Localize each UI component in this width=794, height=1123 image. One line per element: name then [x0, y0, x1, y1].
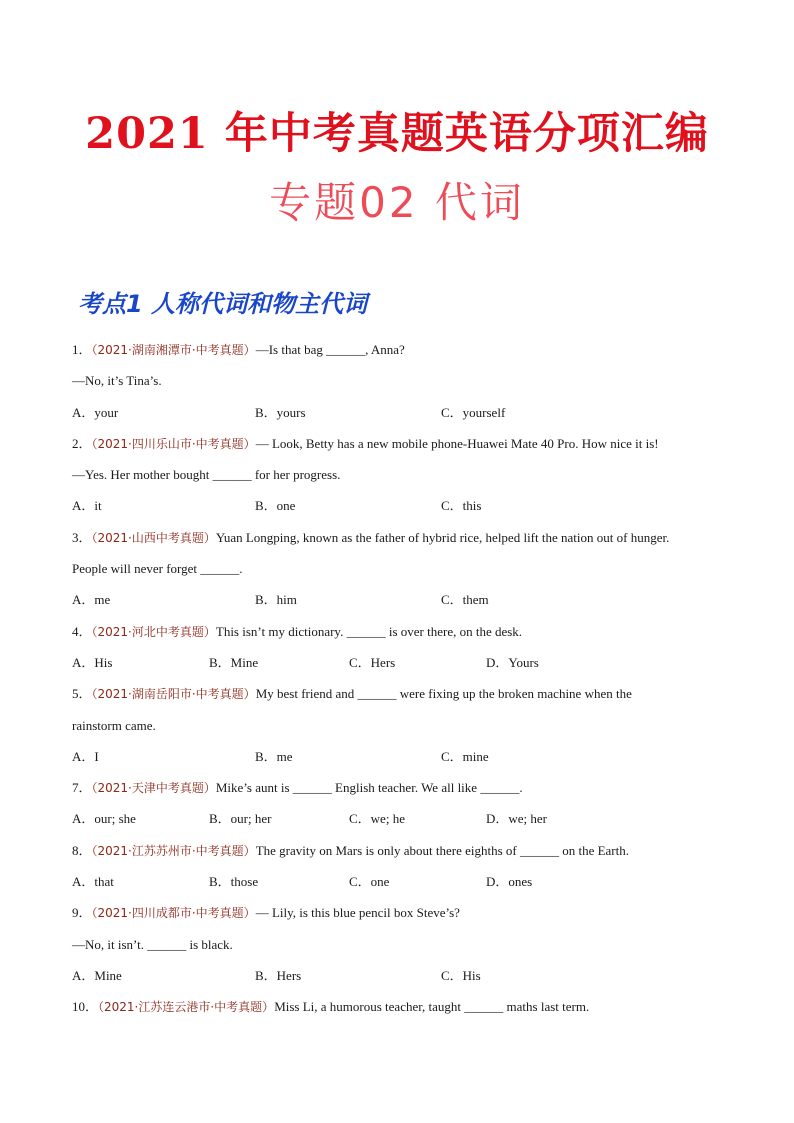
option-row — [72, 963, 732, 994]
option-row — [72, 869, 732, 900]
option: B．him — [255, 592, 297, 608]
question-source: （2021·天津中考真题） — [91, 781, 216, 796]
option: D．we; her — [486, 811, 548, 827]
question-stem: 5．（2021·湖南岳阳市·中考真题）My best friend and ______ were fixing up the broken machine when the — [72, 686, 632, 702]
question-source: （2021·四川乐山市·中考真题） — [91, 436, 256, 451]
option: C．mine — [441, 748, 489, 764]
document-subtitle: 专题02 代词 — [269, 178, 525, 227]
option: C．one — [349, 874, 390, 890]
question-stem-continued: rainstorm came. — [72, 717, 156, 733]
question-source: （2021·湖南岳阳市·中考真题） — [91, 687, 256, 702]
question-source: （2021·湖南湘潭市·中考真题） — [91, 343, 256, 357]
option: B．one — [255, 498, 296, 514]
question-list — [72, 337, 732, 1026]
question-source: （2021·山西中考真题） — [91, 530, 216, 545]
question-stem: 9．（2021·四川成都市·中考真题）— Lily, is this blue pencil box Steve’s? — [72, 905, 460, 921]
question-stem: 4．（2021·河北中考真题）This isn’t my dictionary. ______ is over there, on the desk. — [72, 623, 523, 639]
question-stem: 8．（2021·江苏苏州市·中考真题）The gravity on Mars is only about there eighths of ______ on the Earth. — [72, 842, 629, 858]
section-heading: 考点1 人称代词和物主代词 — [78, 290, 368, 318]
option-row — [72, 493, 732, 524]
option: A．Mine — [72, 967, 122, 983]
option: A．me — [72, 592, 111, 608]
question-source: （2021·河北中考真题） — [91, 624, 216, 639]
question-source: （2021·江苏连云港市·中考真题） — [98, 1000, 275, 1015]
option: A．your — [72, 404, 119, 420]
option: C．His — [441, 967, 481, 983]
option-row — [72, 744, 732, 775]
question-stem: 7．（2021·天津中考真题）Mike’s aunt is ______ English teacher. We all like ______. — [72, 780, 523, 796]
option: A．I — [72, 748, 99, 764]
option: B．Mine — [209, 654, 259, 670]
option: B．me — [255, 748, 293, 764]
question-stem-continued: —No, it’s Tina’s. — [72, 373, 162, 389]
option: C．this — [441, 498, 482, 514]
option: D．Yours — [486, 654, 539, 670]
option-row — [72, 587, 732, 618]
question-stem-continued: —No, it isn’t. ______ is black. — [72, 936, 233, 952]
question-stem: 2．（2021·四川乐山市·中考真题）— Look, Betty has a new mobile phone-Huawei Mate 40 Pro. How nice it is! — [72, 435, 659, 451]
question-source: （2021·四川成都市·中考真题） — [91, 906, 256, 921]
document-title: 2021 年中考真题英语分项汇编 — [85, 109, 709, 159]
question-stem: 10．（2021·江苏连云港市·中考真题）Miss Li, a humorous teacher, taught ______ maths last term. — [72, 999, 590, 1015]
option: C．them — [441, 592, 489, 608]
option: B．those — [209, 874, 259, 890]
option: B．Hers — [255, 967, 302, 983]
option: A．it — [72, 498, 102, 514]
option: A．that — [72, 874, 114, 890]
option-row — [72, 806, 732, 837]
option: B．our; her — [209, 811, 272, 827]
option: C．Hers — [349, 654, 396, 670]
question-stem: 1．（2021·湖南湘潭市·中考真题）—Is that bag ______, Anna? — [72, 342, 405, 357]
option: A．His — [72, 654, 113, 670]
option: D．ones — [486, 874, 533, 890]
option-row — [72, 650, 732, 681]
question-stem-continued: People will never forget ______. — [72, 561, 243, 577]
option: C．we; he — [349, 811, 405, 827]
option-row — [72, 400, 732, 431]
question-source: （2021·江苏苏州市·中考真题） — [91, 843, 256, 858]
option: B．yours — [255, 404, 306, 420]
option: C．yourself — [441, 404, 506, 420]
option: A．our; she — [72, 811, 136, 827]
question-stem-continued: —Yes. Her mother bought ______ for her progress. — [72, 467, 341, 483]
question-stem: 3．（2021·山西中考真题）Yuan Longping, known as the father of hybrid rice, helped lift the nation out of hunger. — [72, 529, 670, 545]
